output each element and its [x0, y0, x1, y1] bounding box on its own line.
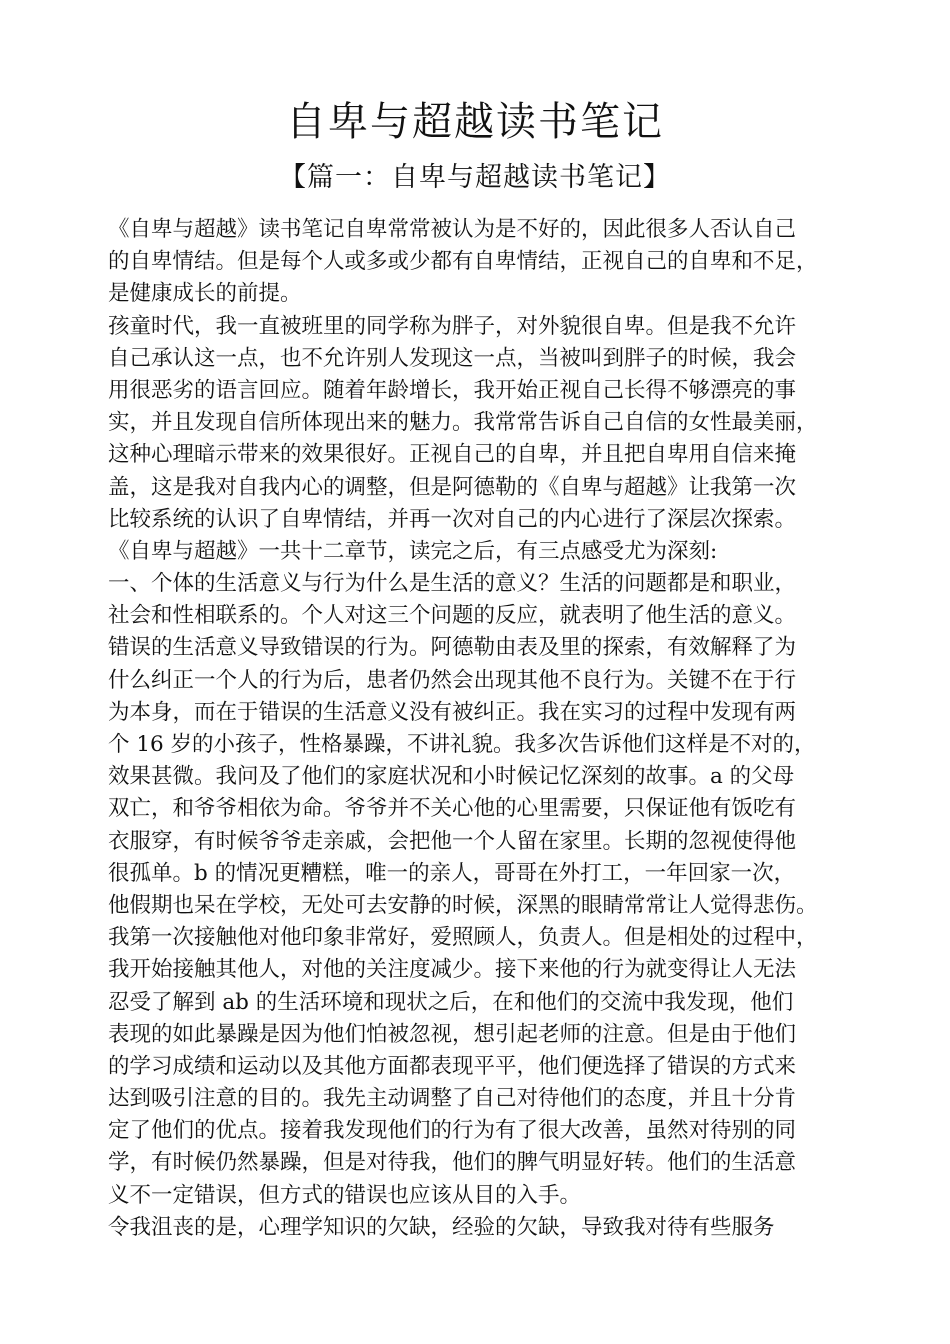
- body-line: 忍受了解到 ab 的生活环境和现状之后，在和他们的交流中我发现，他们: [108, 989, 794, 1015]
- body-line: 我开始接触其他人，对他的关注度减少。接下来他的行为就变得让人无法: [108, 957, 797, 983]
- body-line: 盖，这是我对自我内心的调整，但是阿德勒的《自卑与超越》让我第一次: [108, 474, 797, 500]
- body-line: 什么纠正一个人的行为后，患者仍然会出现其他不良行为。关键不在于行: [108, 667, 797, 693]
- body-line: 社会和性相联系的。个人对这三个问题的反应，就表明了他生活的意义。: [108, 603, 797, 629]
- body-line: 他假期也呆在学校，无处可去安静的时候，深黑的眼睛常常让人觉得悲伤。: [108, 892, 818, 918]
- body-line: 自己承认这一点，也不允许别人发现这一点，当被叫到胖子的时候，我会: [108, 345, 797, 371]
- body-line: 实，并且发现自信所体现出来的魅力。我常常告诉自己自信的女性最美丽，: [108, 410, 818, 436]
- body-line: 很孤单。b 的情况更糟糕，唯一的亲人，哥哥在外打工，一年回家一次，: [108, 860, 796, 886]
- body-line: 个 16 岁的小孩子，性格暴躁，不讲礼貌。我多次告诉他们这样是不对的，: [108, 732, 816, 757]
- body-line: 定了他们的优点。接着我发现他们的行为有了很大改善，虽然对待别的同: [108, 1118, 797, 1144]
- body-line: 双亡，和爷爷相依为命。爷爷并不关心他的心里需要，只保证他有饭吃有: [108, 796, 797, 822]
- document-body: [108, 214, 868, 1244]
- body-line: 为本身，而在于错误的生活意义没有被纠正。我在实习的过程中发现有两: [108, 699, 797, 725]
- body-line: 《自卑与超越》读书笔记自卑常常被认为是不好的，因此很多人否认自己: [108, 217, 797, 242]
- body-line: 表现的如此暴躁是因为他们怕被忽视，想引起老师的注意。但是由于他们: [108, 1021, 797, 1047]
- body-line: 比较系统的认识了自卑情结，并再一次对自己的内心进行了深层次探索。: [108, 506, 797, 532]
- body-line: 效果甚微。我问及了他们的家庭状况和小时候记忆深刻的故事。a 的父母: [108, 764, 795, 790]
- body-line: 错误的生活意义导致错误的行为。阿德勒由表及里的探索，有效解释了为: [108, 635, 797, 661]
- body-line: 是健康成长的前提。: [108, 281, 302, 307]
- body-line: 义不一定错误，但方式的错误也应该从目的入手。: [108, 1182, 582, 1208]
- body-line: 学，有时候仍然暴躁，但是对待我，他们的脾气明显好转。他们的生活意: [108, 1150, 797, 1176]
- body-line: 孩童时代，我一直被班里的同学称为胖子，对外貌很自卑。但是我不允许: [108, 313, 797, 339]
- body-line: 用很恶劣的语言回应。随着年龄增长，我开始正视自己长得不够漂亮的事: [108, 377, 797, 403]
- body-line: 的自卑情结。但是每个人或多或少都有自卑情结，正视自己的自卑和不足，: [108, 249, 818, 275]
- document-subtitle: 【篇一：自卑与超越读书笔记】: [279, 162, 671, 193]
- body-line: 这种心理暗示带来的效果很好。正视自己的自卑，并且把自卑用自信来掩: [108, 442, 797, 468]
- body-line: 达到吸引注意的目的。我先主动调整了自己对待他们的态度，并且十分肯: [108, 1086, 797, 1112]
- body-line: 一、个体的生活意义与行为什么是生活的意义？生活的问题都是和职业，: [108, 571, 797, 597]
- body-line: 我第一次接触他对他印象非常好，爱照顾人，负责人。但是相处的过程中，: [108, 925, 818, 951]
- document-title: 自卑与超越读书笔记: [286, 99, 664, 145]
- body-line: 的学习成绩和运动以及其他方面都表现平平，他们便选择了错误的方式来: [108, 1053, 797, 1079]
- body-line: 令我沮丧的是，心理学知识的欠缺，经验的欠缺，导致我对待有些服务: [108, 1214, 775, 1240]
- body-line: 《自卑与超越》一共十二章节，读完之后，有三点感受尤为深刻:: [108, 538, 718, 564]
- body-line: 衣服穿，有时候爷爷走亲戚，会把他一个人留在家里。长期的忽视使得他: [108, 828, 797, 854]
